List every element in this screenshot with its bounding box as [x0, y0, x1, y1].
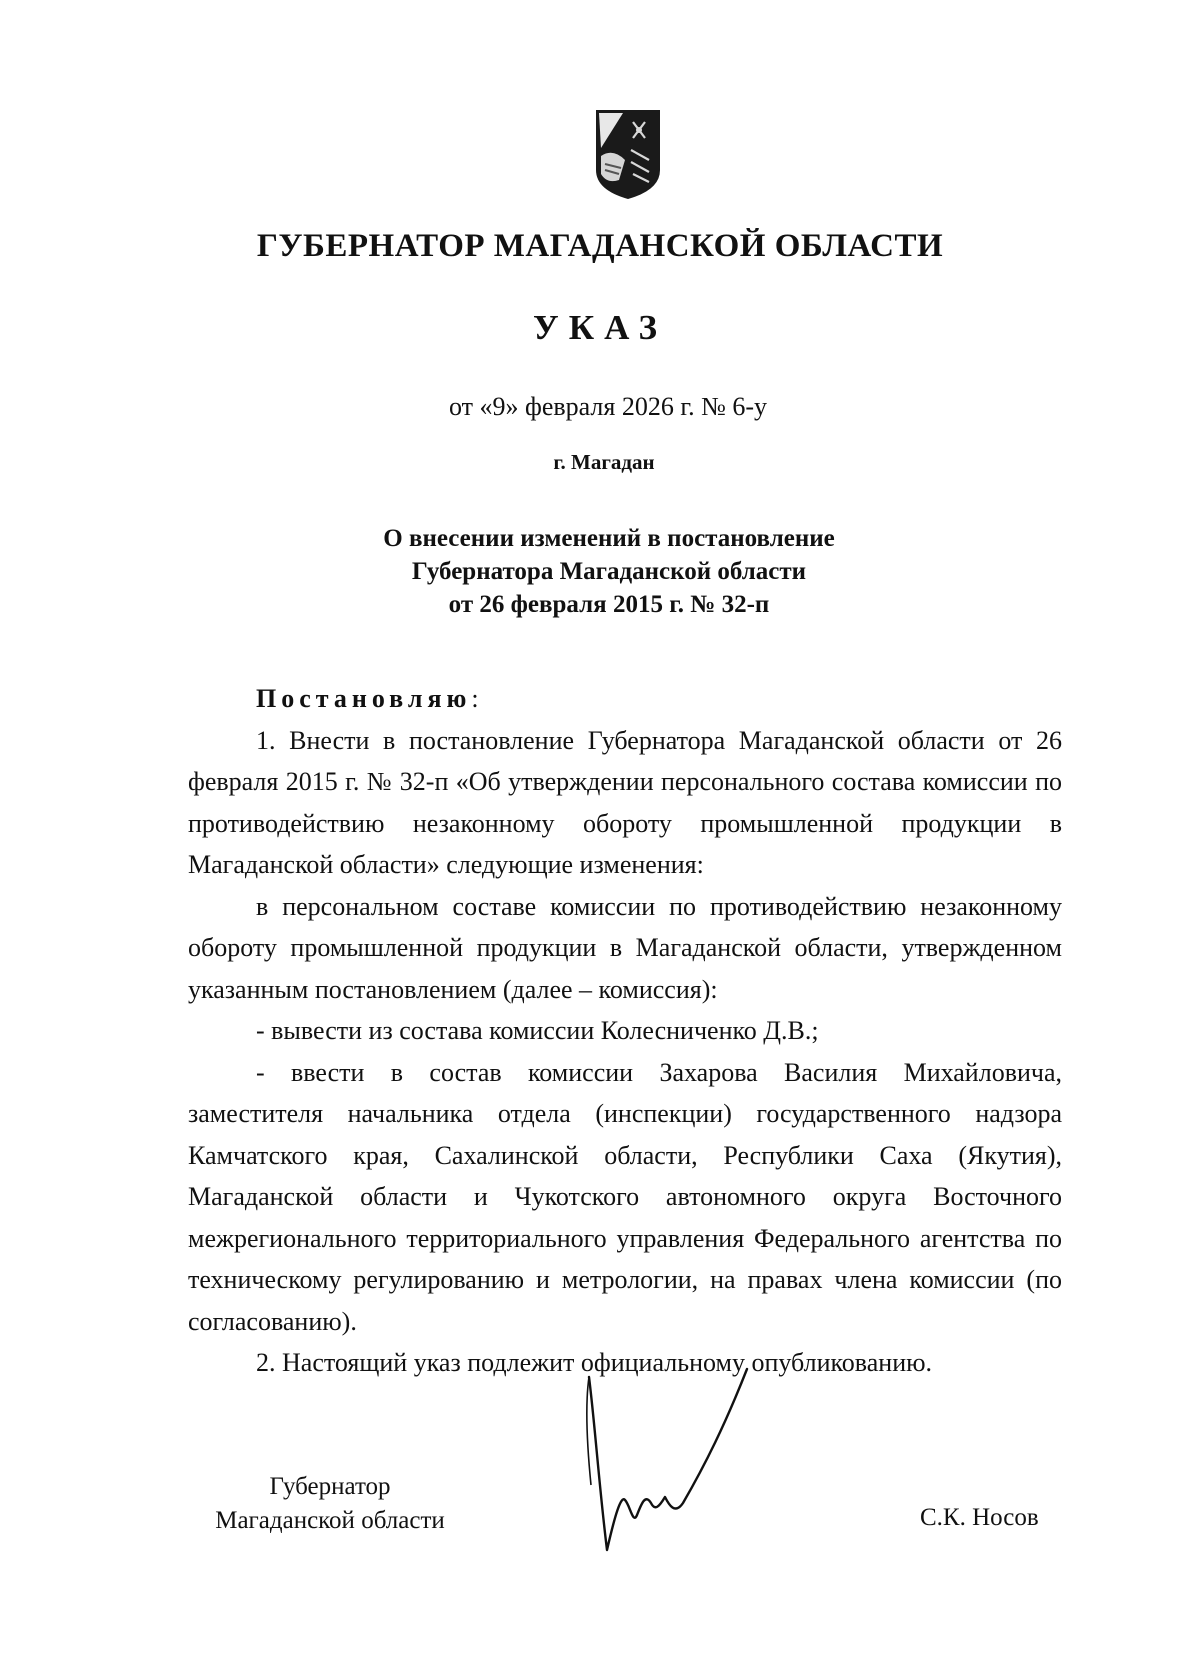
handwritten-signature	[585, 1365, 805, 1565]
document-subject	[0, 522, 1200, 621]
body-paragraph: - ввести в состав комиссии Захарова Василия Михайловича, заместителя начальника отдела (инспекции) государственного надзора Камчатского края, Сахалинской области, Республики Саха (Якутия), Магаданской области и Чукотского автономного округа Восточного межрегионального территориального управления Федерального агентства по техническому регулированию и метрологии, на правах члена комиссии (по согласованию).	[188, 1057, 1062, 1336]
document-body	[188, 678, 1062, 1384]
issuing-authority: ГУБЕРНАТОР МАГАДАНСКОЙ ОБЛАСТИ	[256, 228, 944, 264]
coat-of-arms-emblem	[593, 108, 663, 201]
resolve-colon: :	[471, 684, 479, 713]
signatory-title-line: Губернатор	[269, 1473, 391, 1500]
body-paragraph: в персональном составе комиссии по противодействию незаконному обороту промышленной продукции в Магаданской области, утвержденном указанным постановлением (далее – комиссия):	[188, 891, 1062, 1004]
body-paragraph: 1. Внести в постановление Губернатора Магаданской области от 26 февраля 2015 г. № 32-п «Об утверждении персонального состава комиссии по противодействию незаконному обороту промышленной продукции в Магаданской области» следующие изменения:	[188, 725, 1062, 879]
signatory-title-line: Магаданской области	[215, 1507, 445, 1534]
subject-line: от 26 февраля 2015 г. № 32-п	[448, 591, 770, 618]
signatory-name: С.К. Носов	[920, 1504, 1039, 1531]
document-date-number: от «9» февраля 2026 г. № 6-у	[448, 392, 768, 421]
resolve-heading	[188, 678, 1062, 720]
resolve-word: Постановляю	[256, 684, 472, 713]
document-city: г. Магадан	[553, 450, 655, 474]
subject-line: Губернатора Магаданской области	[411, 558, 807, 585]
signatory-title	[190, 1470, 470, 1538]
body-paragraph: 2. Настоящий указ подлежит официальному опубликованию.	[256, 1348, 933, 1377]
document-type: УКАЗ	[533, 308, 667, 347]
subject-line: О внесении изменений в постановление	[383, 525, 835, 552]
body-paragraph: - вывести из состава комиссии Колесниченко Д.В.;	[256, 1016, 819, 1045]
